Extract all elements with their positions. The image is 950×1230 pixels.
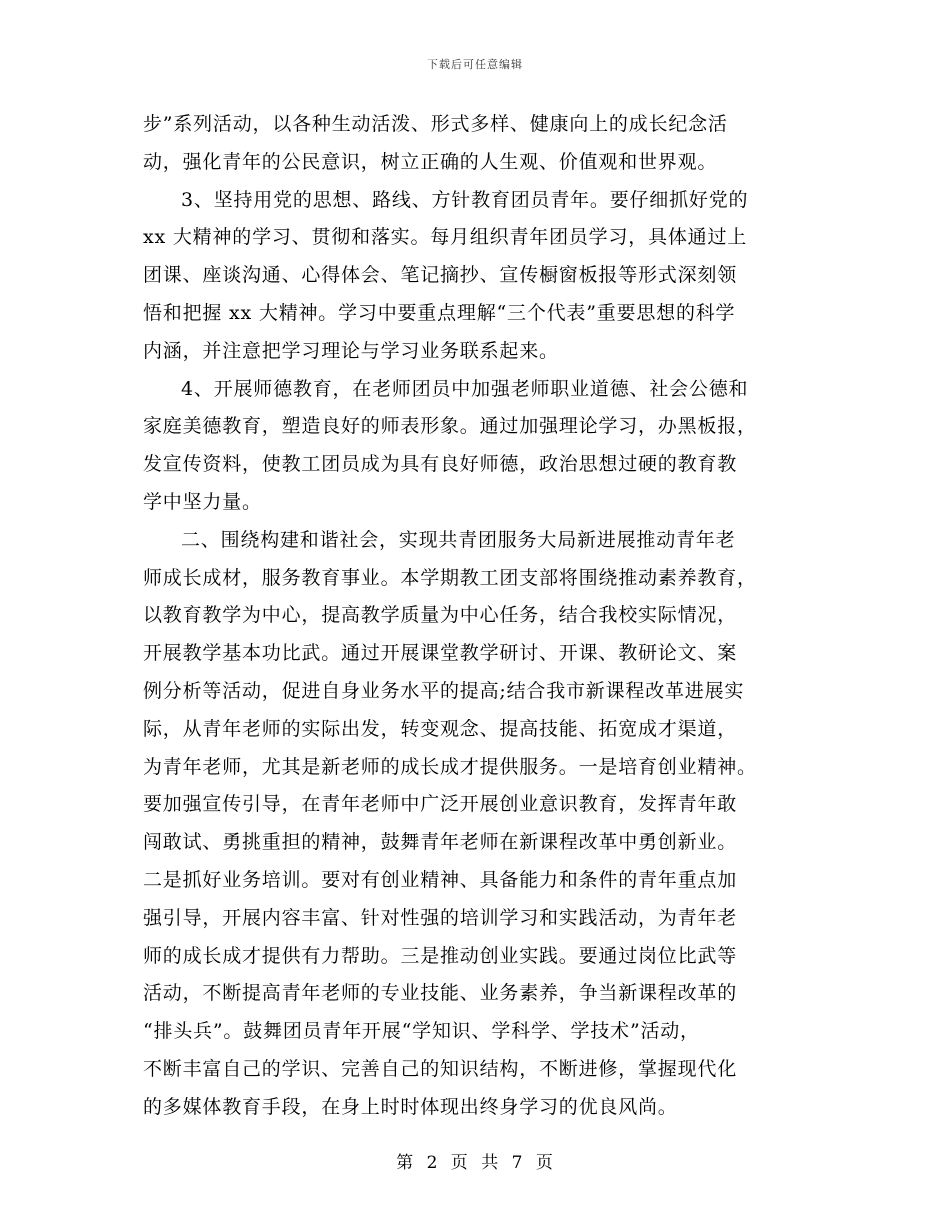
- text-line: 不断丰富自己的学识、完善自己的知识结构，不断进修，掌握现代化: [143, 1057, 738, 1080]
- text-line: 家庭美德教育，塑造良好的师表形象。通过加强理论学习，办黑板报，: [143, 415, 757, 438]
- text-line: 二是抓好业务培训。要对有创业精神、具备能力和条件的青年重点加: [143, 868, 738, 891]
- text-line: “排头兵”。鼓舞团员青年开展“学知识、学科学、学技术”活动，: [143, 1020, 700, 1043]
- text-line: 发宣传资料，使教工团员成为具有良好师德，政治思想过硬的教育教: [143, 453, 738, 476]
- text-line: 动，强化青年的公民意识，树立正确的人生观、价值观和世界观。: [143, 150, 718, 173]
- text-line: 开展教学基本功比武。通过开展课堂教学研讨、开课、教研论文、案: [143, 642, 738, 665]
- text-line: 闯敢试、勇挑重担的精神，鼓舞青年老师在新课程改革中勇创新业。: [143, 831, 738, 854]
- text-line: 际，从青年老师的实际出发，转变观念、提高技能、拓宽成才渠道，: [143, 717, 738, 740]
- text-line: 步”系列活动，以各种生动活泼、形式多样、健康向上的成长纪念活: [143, 113, 728, 135]
- text-line: 师成长成材，服务教育事业。本学期教工团支部将围绕推动素养教育，: [143, 566, 757, 589]
- text-line: 以教育教学为中心，提高教学质量为中心任务，结合我校实际情况，: [143, 604, 738, 627]
- text-line: 为青年老师，尤其是新老师的成长成才提供服务。一是培育创业精神。: [143, 755, 757, 778]
- text-line: 要加强宣传引导，在青年老师中广泛开展创业意识教育，发挥青年敢: [143, 793, 738, 816]
- document-body: [143, 106, 808, 1127]
- text-line: xx 大精神的学习、贯彻和落实。每月组织青年团员学习，具体通过上: [143, 226, 748, 249]
- text-line: 二、围绕构建和谐社会，实现共青团服务大局新进展推动青年老: [181, 528, 736, 551]
- text-line: 学中坚力量。: [143, 490, 262, 513]
- text-line: 4、开展师德教育，在老师团员中加强老师职业道德、社会公德和: [181, 377, 749, 400]
- text-line: 例分析等活动，促进自身业务水平的提高;结合我市新课程改革进展实: [143, 679, 745, 702]
- text-line: 活动，不断提高青年老师的专业技能、业务素养，争当新课程改革的: [143, 982, 738, 1005]
- text-line: 强引导，开展内容丰富、针对性强的培训学习和实践活动，为青年老: [143, 906, 738, 929]
- text-line: 团课、座谈沟通、心得体会、笔记摘抄、宣传橱窗板报等形式深刻领: [143, 264, 738, 287]
- text-line: 的多媒体教育手段，在身上时时体现出终身学习的优良风尚。: [143, 1095, 678, 1118]
- page-number: 第 2 页 共 7 页: [396, 1153, 554, 1173]
- text-line: 3、坚持用党的思想、路线、方针教育团员青年。要仔细抓好党的: [181, 188, 749, 211]
- text-line: 师的成长成才提供有力帮助。三是推动创业实践。要通过岗位比武等: [143, 944, 738, 967]
- header-note: 下载后可任意编辑: [427, 58, 523, 71]
- text-line: 内涵，并注意把学习理论与学习业务联系起来。: [143, 339, 559, 362]
- text-line: 悟和把握 xx 大精神。学习中要重点理解“三个代表”重要思想的科学: [143, 301, 736, 324]
